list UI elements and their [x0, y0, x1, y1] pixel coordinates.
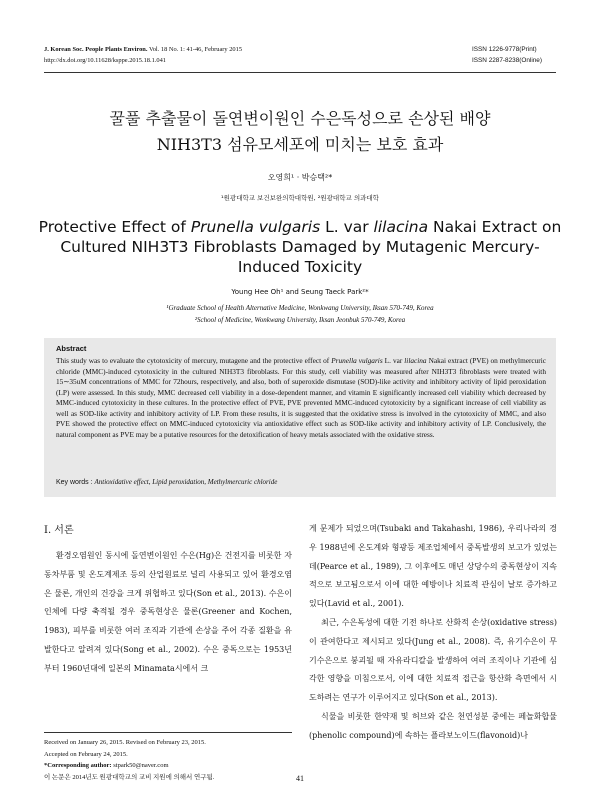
title-en-part3: Nakai Extract on Cultured NIH3T3 Fibroblasts Damaged by Mutagenic Mercury-Induced Toxicity: [60, 218, 562, 276]
keywords-value: Antioxidative effect, Lipid peroxidation, Methylmercuric chloride: [94, 478, 278, 486]
affiliations-korean: ¹원광대학교 보건보완의학대학원, ²원광대학교 의과대학: [221, 194, 379, 202]
right-column: [309, 520, 557, 746]
paragraph: 게 문제가 되었으며(Tsubaki and Takahashi, 1986), 우리나라의 경우 1988년에 온도계와 형광등 제조업체에서 중독발생의 보고가 있었는데(Pearce et al., 1989), 그 이후에도 매년 상당수의 중독현상이 지속적으로 보고됨으로서 이에 대한 예방이나 치료적 관심이 날로 증가하고 있다(Lavid et al., 2001).: [309, 524, 557, 609]
title-en-part1: Protective Effect of: [38, 218, 191, 236]
corresponding-author: [44, 760, 304, 772]
title-en-part2: L. var: [320, 218, 374, 236]
footnote-rule: [44, 732, 292, 733]
funding-note: 이 논문은 2014년도 원광대학교의 교비 지원에 의해서 연구됨.: [44, 773, 215, 781]
volume-info: Vol. 18 No. 1: 41-46, February 2015: [148, 46, 243, 53]
journal-header: [44, 44, 242, 66]
accepted-date: Accepted on February 24, 2015.: [44, 750, 128, 758]
authors-english: Young Hee Oh¹ and Seung Taeck Park²*: [231, 288, 369, 296]
paragraph: 최근, 수은독성에 대한 기전 하나로 산화적 손상(oxidative stress)이 관여한다고 제시되고 있다(Jung et al., 2008). 즉, 유기수은이 무기수은으로 붕괴될 때 자유라디칼을 발생하여 여러 조직이나 기관에 심각한 영향을 미침으로서, 이에 대한 치료적 접근을 항산화 측면에서 시도하려는 연구가 이루어지고 있다(Son et al., 2013).: [309, 617, 557, 703]
header-rule: [44, 72, 556, 73]
doi-link[interactable]: http://dx.doi.org/10.11628/ksppe.2015.18.1.041: [44, 57, 166, 64]
keywords: [56, 478, 277, 486]
title-korean: [0, 106, 600, 158]
left-column: [44, 547, 292, 679]
abstract-italic-term: lilacina: [404, 356, 427, 365]
abstract-heading: Abstract: [56, 344, 87, 353]
paragraph: 식물을 비롯한 한약재 및 허브와 같은 천연성분 중에는 페놀화합물(phenolic compound)에 속하는 플라보노이드(flavonoid)나: [309, 711, 557, 740]
title-english: [30, 217, 570, 277]
title-en-variety: lilacina: [373, 218, 429, 236]
affiliation-en-2: ²School of Medicine, Wonkwang University, Iksan Jeonbuk 570-749, Korea: [194, 316, 406, 324]
authors-korean: 오영희¹ · 박승택²*: [267, 173, 333, 182]
page-number: 41: [296, 774, 304, 783]
received-date: Received on January 26, 2015. Revised on February 23, 2015.: [44, 739, 206, 746]
issn-online: ISSN 2287-8238(Online): [472, 57, 542, 64]
issn-block: [472, 44, 542, 66]
abstract-text: This study was to evaluate the cytotoxicity of mercury, mutagene and the protective effect of Prunella vulgaris L. var lilacina Nakai extract (PVE) on methylmercuric chloride (MMC)-induced cytotoxicity in the cultured NIH3T3 fibroblasts. For this study, cell viability was measured after NIH3T3 fibroblasts were treated with 15∼35uM concentrations of MMC for 72hours, respectively, and also, both of superoxide dismutase (SOD)-like activity and inhibitory activity of lipid peroxidation (LP) were assessed. In this study, MMC decreased cell viability in a dose-dependent manner, and vitamin E significantly increased cell viability which decreased by MMC-induced cytotoxicity in these cultures. In the protective effect of PVE, PVE prevented MMC-induced cytotoxicity by a significant increase of cell viability as well as SOD-like activity and inhibitory activity of LP. From these results, it is suggested that the oxidative stress is involved in the cytotoxicity of MMC, and also PVE showed the protective effect on MMC-induced cytotoxicity via antioxidative effect such as SOD-like activity and inhibitory activity of LP. Conclusively, the natural component as PVE may be a putative resources for the detoxification of heavy metals associated with the oxidative stress.: [56, 356, 546, 439]
abstract-italic-term: Prunella vulgaris: [331, 356, 383, 365]
title-korean-line1: 꿀풀 추출물이 돌연변이원인 수은독성으로 손상된 배양: [109, 109, 491, 128]
paragraph: 환경오염원인 동시에 돌연변이원인 수은(Hg)은 건전지를 비롯한 자동차부품 및 온도계제조 등의 산업원료로 널리 사용되고 있어 환경오염은 물론, 개인의 건강을 크게 위협하고 있다(Son et al., 2013). 수은이 인체에 다량 축적될 경우 중독현상은 물론(Greener and Kochen, 1983), 피부를 비롯한 여러 조직과 기관에 손상을 주어 각종 질환을 유발한다고 알려져 있다(Song et al., 2002). 수은 중독으로는 1953년부터 1960년대에 일본의 Minamata시에서 크: [44, 551, 292, 673]
title-en-species: Prunella vulgaris: [190, 218, 321, 236]
corresponding-email[interactable]: stpark50@naver.com: [113, 762, 169, 769]
corresponding-label: *Corresponding author:: [44, 762, 114, 769]
title-korean-line2: NIH3T3 섬유모세포에 미치는 보호 효과: [156, 135, 444, 154]
issn-print: ISSN 1226-9778(Print): [472, 46, 537, 53]
section-heading: Ⅰ. 서론: [44, 525, 74, 536]
affiliations-english: [0, 302, 600, 326]
keywords-label: Key words :: [56, 479, 95, 486]
affiliation-en-1: ¹Graduate School of Health Alternative Medicine, Wonkwang University, Iksan 570-749, Korea: [166, 304, 434, 312]
journal-name: J. Korean Soc. People Plants Environ.: [44, 46, 148, 53]
